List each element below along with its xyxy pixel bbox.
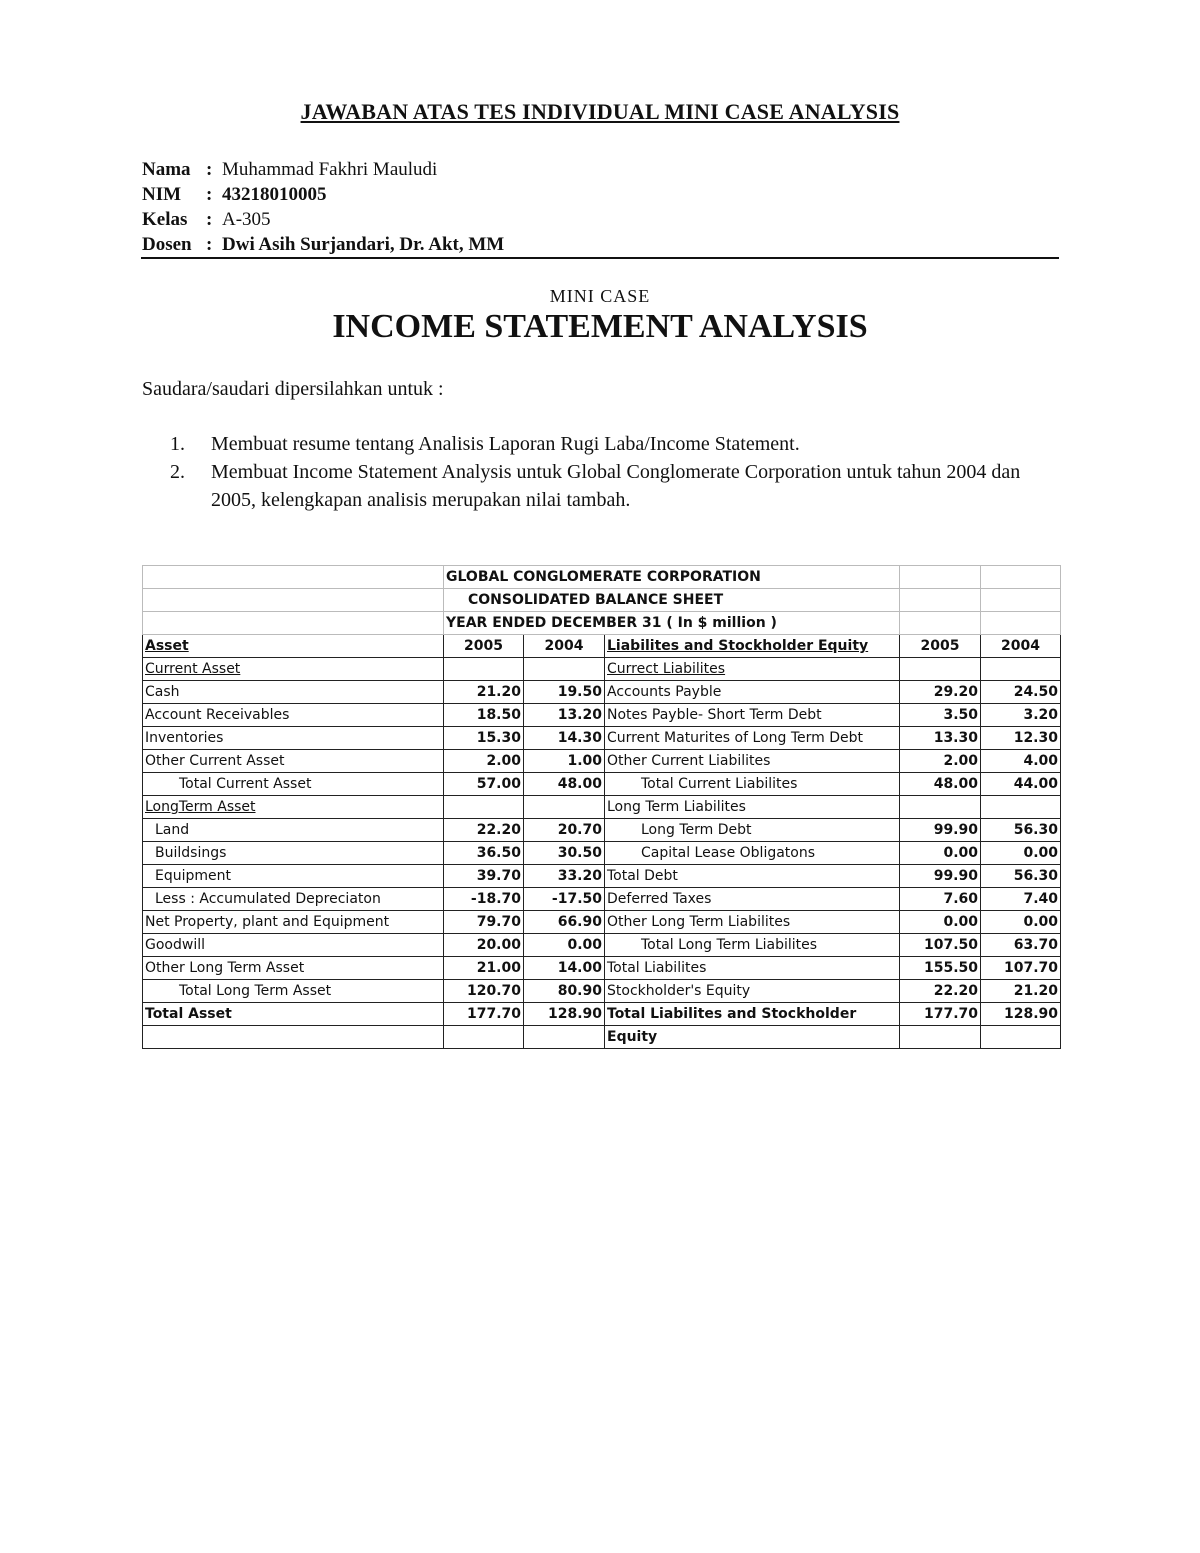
row-label-asset: Total Long Term Asset [143,980,444,1003]
value-cell: 107.50 [900,934,981,957]
value-cell: 2.00 [444,750,524,773]
value-cell: 99.90 [900,819,981,842]
value-cell: 29.20 [900,681,981,704]
dosen-label: Dosen [142,234,192,255]
table-title-sheet: CONSOLIDATED BALANCE SHEET [444,589,900,612]
value-cell: 48.00 [900,773,981,796]
table-title-row [143,589,1061,612]
value-cell [900,658,981,681]
colon: : [206,234,213,255]
mini-case-label: MINI CASE [549,286,651,306]
table-row [143,819,1061,842]
task-item [170,458,1050,514]
value-cell [981,1026,1061,1049]
value-cell: 107.70 [981,957,1061,980]
value-cell: -18.70 [444,888,524,911]
colon: : [206,209,213,230]
value-cell: 177.70 [900,1003,981,1026]
row-label-liability: Equity [605,1026,900,1049]
value-cell: 22.20 [444,819,524,842]
year-header: 2004 [524,635,605,658]
kelas-label: Kelas [142,209,188,230]
table-row [143,658,1061,681]
table-title-period: YEAR ENDED DECEMBER 31 ( In $ million ) [444,612,900,635]
value-cell [981,658,1061,681]
row-label-liability: Total Long Term Liabilites [605,934,900,957]
value-cell: 3.50 [900,704,981,727]
nim-label: NIM [142,184,182,205]
table-row [143,1003,1061,1026]
year-header: 2005 [444,635,524,658]
value-cell: 0.00 [981,911,1061,934]
column-header-row [143,635,1061,658]
table-title-company: GLOBAL CONGLOMERATE CORPORATION [444,566,900,589]
row-label-asset: Equipment [143,865,444,888]
value-cell: 33.20 [524,865,605,888]
colon: : [206,184,213,205]
task-number: 2. [170,461,185,483]
row-label-liability: Total Debt [605,865,900,888]
value-cell: 56.30 [981,865,1061,888]
value-cell: 0.00 [524,934,605,957]
row-label-liability: Current Maturites of Long Term Debt [605,727,900,750]
value-cell: 14.30 [524,727,605,750]
value-cell: 63.70 [981,934,1061,957]
value-cell [524,1026,605,1049]
row-label-liability: Long Term Debt [605,819,900,842]
row-label-liability: Total Liabilites and Stockholder [605,1003,900,1026]
row-label-liability: Total Liabilites [605,957,900,980]
row-label-liability: Other Long Term Liabilites [605,911,900,934]
year-header: 2004 [981,635,1061,658]
value-cell: 56.30 [981,819,1061,842]
value-cell: 79.70 [444,911,524,934]
document-title: JAWABAN ATAS TES INDIVIDUAL MINI CASE ANALYSIS [300,99,900,124]
row-label-liability: Long Term Liabilites [605,796,900,819]
row-label-asset: Other Long Term Asset [143,957,444,980]
table-row [143,796,1061,819]
balance-sheet-table [142,565,1061,1049]
row-label-asset: Less : Accumulated Depreciaton [143,888,444,911]
value-cell: 4.00 [981,750,1061,773]
info-kelas [142,207,504,232]
value-cell [900,796,981,819]
row-label-asset: Other Current Asset [143,750,444,773]
table-row [143,704,1061,727]
row-label-liability: Stockholder's Equity [605,980,900,1003]
value-cell: 128.90 [981,1003,1061,1026]
value-cell: 0.00 [900,842,981,865]
row-label-asset [143,1026,444,1049]
nim-value: 43218010005 [222,184,327,205]
table-row [143,1026,1061,1049]
row-label-liability: Notes Payble- Short Term Debt [605,704,900,727]
value-cell: 21.00 [444,957,524,980]
table-row [143,750,1061,773]
table-row [143,842,1061,865]
value-cell [524,796,605,819]
table-row [143,681,1061,704]
colon: : [206,159,213,180]
table-row [143,773,1061,796]
table-title-row [143,612,1061,635]
value-cell: 2.00 [900,750,981,773]
value-cell: 3.20 [981,704,1061,727]
value-cell: 120.70 [444,980,524,1003]
row-label-asset: Goodwill [143,934,444,957]
info-nama [142,157,504,182]
table-row [143,934,1061,957]
value-cell: 7.40 [981,888,1061,911]
row-label-liability: Currect Liabilites [605,658,900,681]
row-label-liability: Other Current Liabilites [605,750,900,773]
year-header: 2005 [900,635,981,658]
table-row [143,888,1061,911]
dosen-value: Dwi Asih Surjandari, Dr. Akt, MM [222,234,505,255]
row-label-asset: Inventories [143,727,444,750]
row-label-asset: LongTerm Asset [143,796,444,819]
table-row [143,957,1061,980]
value-cell: 20.00 [444,934,524,957]
kelas-value: A-305 [222,209,271,230]
row-label-asset: Total Current Asset [143,773,444,796]
task-text: Membuat resume tentang Analisis Laporan Rugi Laba/Income Statement. [211,433,800,455]
value-cell: 66.90 [524,911,605,934]
value-cell: 24.50 [981,681,1061,704]
value-cell: 80.90 [524,980,605,1003]
case-title: INCOME STATEMENT ANALYSIS [332,308,868,345]
row-label-liability: Total Current Liabilites [605,773,900,796]
header-divider [141,257,1059,259]
row-label-asset: Cash [143,681,444,704]
row-label-liability: Deferred Taxes [605,888,900,911]
table-title-row [143,566,1061,589]
table-row [143,911,1061,934]
row-label-liability: Capital Lease Obligatons [605,842,900,865]
value-cell: 14.00 [524,957,605,980]
task-item [170,430,1050,458]
value-cell: 39.70 [444,865,524,888]
asset-header: Asset [143,635,444,658]
row-label-asset: Account Receivables [143,704,444,727]
value-cell [444,796,524,819]
value-cell: 19.50 [524,681,605,704]
student-info [142,157,504,257]
value-cell: 18.50 [444,704,524,727]
nama-value: Muhammad Fakhri Mauludi [222,159,438,180]
value-cell: 13.20 [524,704,605,727]
value-cell: 21.20 [444,681,524,704]
row-label-asset: Buildsings [143,842,444,865]
row-label-asset: Land [143,819,444,842]
value-cell: 21.20 [981,980,1061,1003]
value-cell: 128.90 [524,1003,605,1026]
task-list [170,430,1050,514]
liabilities-header: Liabilites and Stockholder Equity [605,635,900,658]
value-cell: 44.00 [981,773,1061,796]
value-cell: 155.50 [900,957,981,980]
value-cell: 22.20 [900,980,981,1003]
value-cell [981,796,1061,819]
value-cell: 30.50 [524,842,605,865]
info-nim [142,182,504,207]
value-cell: 36.50 [444,842,524,865]
value-cell: 1.00 [524,750,605,773]
value-cell: 20.70 [524,819,605,842]
table-row [143,980,1061,1003]
value-cell [900,1026,981,1049]
value-cell: 13.30 [900,727,981,750]
nama-label: Nama [142,159,191,180]
value-cell: 7.60 [900,888,981,911]
value-cell [524,658,605,681]
info-dosen [142,232,504,257]
row-label-asset: Total Asset [143,1003,444,1026]
value-cell [444,1026,524,1049]
value-cell: 177.70 [444,1003,524,1026]
value-cell: 0.00 [900,911,981,934]
value-cell [444,658,524,681]
task-text: Membuat Income Statement Analysis untuk Global Conglomerate Corporation untuk tahun 2004 dan 2005, kelengkapan analisis merupakan nilai tambah. [211,461,1021,511]
table-row [143,727,1061,750]
value-cell: 0.00 [981,842,1061,865]
task-number: 1. [170,433,185,455]
table-row [143,865,1061,888]
row-label-asset: Current Asset [143,658,444,681]
value-cell: 15.30 [444,727,524,750]
value-cell: 48.00 [524,773,605,796]
row-label-liability: Accounts Payble [605,681,900,704]
row-label-asset: Net Property, plant and Equipment [143,911,444,934]
value-cell: 12.30 [981,727,1061,750]
intro-text: Saudara/saudari dipersilahkan untuk : [142,378,444,400]
value-cell: 57.00 [444,773,524,796]
value-cell: -17.50 [524,888,605,911]
value-cell: 99.90 [900,865,981,888]
